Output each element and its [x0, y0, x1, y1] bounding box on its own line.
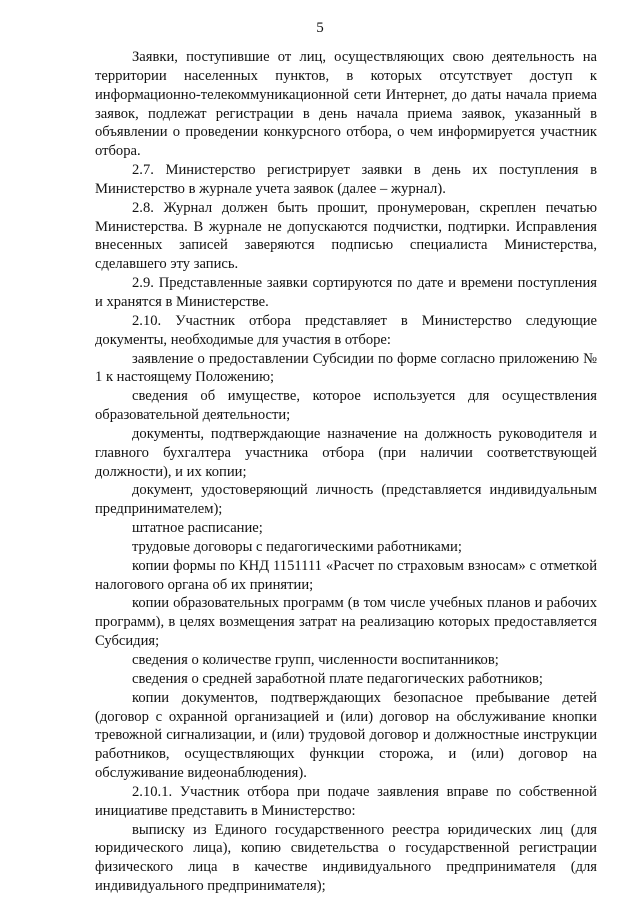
document-body: [95, 48, 597, 896]
paragraph: копии формы по КНД 1151111 «Расчет по страховым взносам» с отметкой налогового органа об их принятии;: [95, 557, 597, 593]
paragraph: заявление о предоставлении Субсидии по форме согласно приложению № 1 к настоящему Положению;: [95, 350, 597, 386]
paragraph: документы, подтверждающие назначение на должность руководителя и главного бухгалтера участника отбора (при наличии соответствующей должности), и их копии;: [95, 425, 597, 480]
paragraph: 2.9. Представленные заявки сортируются по дате и времени поступления и хранятся в Министерстве.: [95, 275, 597, 310]
paragraph: копии документов, подтверждающих безопасное пребывание детей (договор с охранной организацией и (или) договор на обслуживание кнопки тревожной сигнализации, и (или) трудовой договор и должностные инструкции работников, осуществляющих функции сторожа, и (или) договор на обслуживание видеонаблюдения).: [95, 689, 597, 782]
paragraph: 2.8. Журнал должен быть прошит, пронумерован, скреплен печатью Министерства. В журнале не допускаются подчистки, подтирки. Исправления внесенных записей заверяются подписью специалиста Министерства, сделавшего эту запись.: [95, 199, 597, 273]
paragraph: Заявки, поступившие от лиц, осуществляющих свою деятельность на территории населенных пунктов, в которых отсутствует доступ к информационно-телекоммуникационной сети Интернет, до даты начала приема заявок, подлежат регистрации в день начала приема заявок, указанный в объявлении о проведении конкурсного отбора, о чем информируется участник отбора.: [95, 49, 597, 160]
paragraph: выписку из Единого государственного реестра юридических лиц (для юридического лица), копию свидетельства о государственной регистрации физического лица в качестве индивидуального предпринимателя (для индивидуального предпринимателя);: [95, 821, 597, 895]
paragraph: трудовые договоры с педагогическими работниками;: [132, 538, 462, 555]
paragraph: штатное расписание;: [132, 520, 263, 537]
paragraph: документ, удостоверяющий личность (представляется индивидуальным предпринимателем);: [95, 482, 597, 518]
paragraph: сведения о средней заработной плате педагогических работников;: [132, 670, 543, 687]
paragraph: 2.7. Министерство регистрирует заявки в день их поступления в Министерство в журнале учета заявок (далее – журнал).: [95, 162, 597, 197]
paragraph: 2.10.1. Участник отбора при подаче заявления вправе по собственной инициативе представить в Министерство:: [95, 783, 597, 819]
paragraph: сведения об имуществе, которое используется для осуществления образовательной деятельности;: [95, 388, 597, 424]
paragraph: 2.10. Участник отбора представляет в Министерство следующие документы, необходимые для участия в отборе:: [95, 312, 597, 348]
page-number: 5: [316, 20, 324, 36]
paragraph: сведения о количестве групп, численности воспитанников;: [132, 652, 499, 668]
paragraph: копии образовательных программ (в том числе учебных планов и рабочих программ), в целях возмещения затрат на реализацию которых предоставляется Субсидия;: [95, 595, 597, 650]
